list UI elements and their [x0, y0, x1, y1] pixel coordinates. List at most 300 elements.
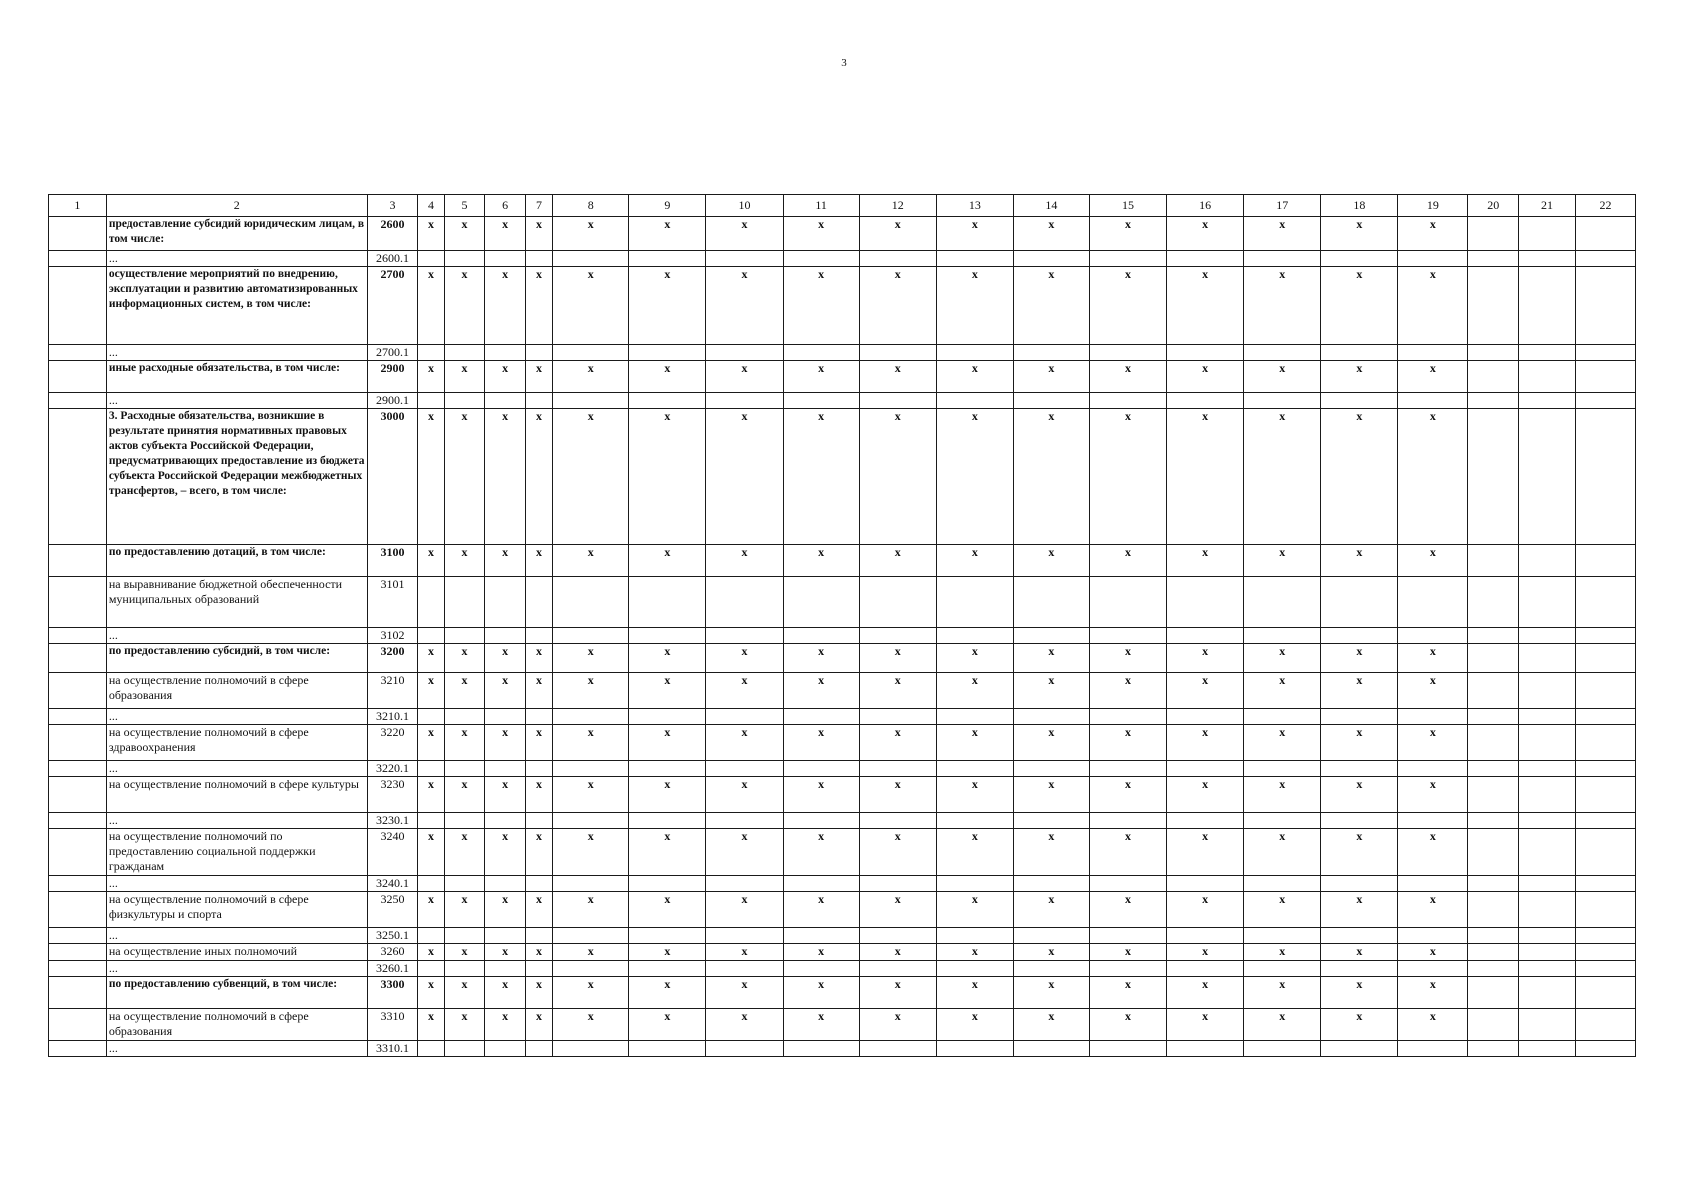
value-cell: x — [859, 267, 936, 345]
value-cell — [1575, 892, 1635, 928]
row-name-cell: ... — [106, 1041, 367, 1057]
value-cell — [1575, 545, 1635, 577]
value-cell — [629, 813, 706, 829]
column-number-header: 14 — [1013, 195, 1089, 217]
value-cell — [706, 345, 783, 361]
row-code-cell: 3310 — [367, 1009, 418, 1041]
value-cell: x — [1244, 545, 1321, 577]
value-cell: x — [525, 545, 552, 577]
value-cell — [553, 251, 629, 267]
table-row — [49, 628, 1636, 644]
table-row — [49, 961, 1636, 977]
value-cell: x — [1167, 644, 1244, 673]
value-cell: x — [1167, 267, 1244, 345]
value-cell — [1575, 409, 1635, 545]
value-cell — [859, 928, 936, 944]
value-cell — [1519, 928, 1576, 944]
row-name-cell: ... — [106, 709, 367, 725]
row-code-cell: 3210 — [367, 673, 418, 709]
value-cell — [706, 761, 783, 777]
value-cell — [1468, 251, 1519, 267]
row-code-cell: 3310.1 — [367, 1041, 418, 1057]
value-cell: x — [418, 892, 444, 928]
value-cell: x — [1398, 829, 1468, 876]
row-code-cell: 2900 — [367, 361, 418, 393]
value-cell: x — [1321, 725, 1398, 761]
value-cell — [1519, 345, 1576, 361]
column-number-header: 10 — [706, 195, 783, 217]
value-cell: x — [418, 944, 444, 961]
row-number-cell — [49, 628, 107, 644]
value-cell — [1321, 251, 1398, 267]
column-number-header: 11 — [783, 195, 859, 217]
value-cell — [1575, 761, 1635, 777]
row-number-cell — [49, 961, 107, 977]
row-name-cell: на осуществление полномочий в сфере культуры — [106, 777, 367, 813]
value-cell: x — [1321, 545, 1398, 577]
value-cell — [1468, 673, 1519, 709]
value-cell — [1519, 829, 1576, 876]
value-cell — [1013, 345, 1089, 361]
value-cell — [936, 577, 1013, 628]
row-name-cell: ... — [106, 928, 367, 944]
value-cell: x — [1321, 892, 1398, 928]
value-cell: x — [1244, 944, 1321, 961]
value-cell: x — [1013, 977, 1089, 1009]
value-cell: x — [1013, 673, 1089, 709]
row-code-cell: 3240 — [367, 829, 418, 876]
value-cell — [1575, 673, 1635, 709]
value-cell — [1575, 813, 1635, 829]
value-cell — [1244, 709, 1321, 725]
value-cell — [1575, 628, 1635, 644]
column-number-header: 4 — [418, 195, 444, 217]
value-cell: x — [418, 217, 444, 251]
value-cell: x — [1167, 545, 1244, 577]
value-cell — [418, 393, 444, 409]
value-cell: x — [859, 829, 936, 876]
value-cell: x — [859, 644, 936, 673]
value-cell: x — [783, 777, 859, 813]
value-cell: x — [936, 217, 1013, 251]
row-code-cell: 3240.1 — [367, 876, 418, 892]
row-code-cell: 2700.1 — [367, 345, 418, 361]
value-cell — [485, 928, 526, 944]
value-cell — [1575, 977, 1635, 1009]
table-body — [49, 217, 1636, 1057]
value-cell: x — [525, 725, 552, 761]
value-cell: x — [629, 892, 706, 928]
value-cell: x — [706, 267, 783, 345]
value-cell — [783, 761, 859, 777]
row-name-cell: на осуществление полномочий по предоставлению социальной поддержки гражданам — [106, 829, 367, 876]
value-cell — [706, 251, 783, 267]
value-cell — [1013, 813, 1089, 829]
value-cell — [1519, 577, 1576, 628]
value-cell: x — [859, 217, 936, 251]
table-row — [49, 673, 1636, 709]
value-cell — [1519, 1041, 1576, 1057]
value-cell — [859, 577, 936, 628]
value-cell — [1575, 709, 1635, 725]
value-cell — [1089, 876, 1166, 892]
value-cell — [1575, 345, 1635, 361]
value-cell: x — [485, 829, 526, 876]
value-cell: x — [1013, 725, 1089, 761]
value-cell: x — [1398, 1009, 1468, 1041]
value-cell — [859, 345, 936, 361]
row-code-cell: 3260 — [367, 944, 418, 961]
value-cell: x — [418, 644, 444, 673]
value-cell: x — [1398, 777, 1468, 813]
column-number-header: 19 — [1398, 195, 1468, 217]
value-cell: x — [1089, 361, 1166, 393]
value-cell: x — [444, 217, 485, 251]
value-cell: x — [553, 944, 629, 961]
value-cell: x — [1013, 409, 1089, 545]
value-cell — [1468, 577, 1519, 628]
value-cell — [859, 813, 936, 829]
value-cell: x — [706, 977, 783, 1009]
value-cell: x — [553, 644, 629, 673]
column-number-header: 9 — [629, 195, 706, 217]
value-cell — [1468, 628, 1519, 644]
value-cell — [629, 709, 706, 725]
value-cell: x — [629, 725, 706, 761]
value-cell: x — [1089, 892, 1166, 928]
value-cell: x — [706, 644, 783, 673]
row-number-cell — [49, 829, 107, 876]
value-cell: x — [859, 944, 936, 961]
value-cell — [553, 813, 629, 829]
value-cell: x — [1167, 725, 1244, 761]
value-cell — [1398, 345, 1468, 361]
value-cell: x — [1244, 892, 1321, 928]
value-cell — [936, 628, 1013, 644]
row-code-cell: 3220.1 — [367, 761, 418, 777]
value-cell: x — [859, 673, 936, 709]
value-cell — [1519, 892, 1576, 928]
value-cell — [418, 577, 444, 628]
value-cell — [1398, 1041, 1468, 1057]
value-cell — [1013, 628, 1089, 644]
value-cell: x — [553, 545, 629, 577]
row-code-cell: 3200 — [367, 644, 418, 673]
value-cell — [1519, 944, 1576, 961]
value-cell — [1519, 545, 1576, 577]
value-cell: x — [1244, 409, 1321, 545]
table-row — [49, 876, 1636, 892]
value-cell — [1468, 1009, 1519, 1041]
value-cell — [1398, 961, 1468, 977]
column-number-row — [49, 195, 1636, 217]
value-cell — [706, 813, 783, 829]
value-cell: x — [525, 267, 552, 345]
value-cell — [1468, 829, 1519, 876]
column-number-header: 20 — [1468, 195, 1519, 217]
value-cell — [1244, 628, 1321, 644]
value-cell: x — [1013, 361, 1089, 393]
value-cell: x — [783, 892, 859, 928]
value-cell — [444, 761, 485, 777]
value-cell: x — [1167, 217, 1244, 251]
value-cell — [553, 1041, 629, 1057]
value-cell: x — [1013, 217, 1089, 251]
row-number-cell — [49, 644, 107, 673]
value-cell — [1468, 928, 1519, 944]
value-cell: x — [936, 944, 1013, 961]
column-number-header: 16 — [1167, 195, 1244, 217]
value-cell: x — [444, 545, 485, 577]
value-cell — [1167, 813, 1244, 829]
value-cell — [706, 577, 783, 628]
value-cell: x — [1321, 977, 1398, 1009]
value-cell: x — [706, 892, 783, 928]
row-code-cell: 3210.1 — [367, 709, 418, 725]
value-cell — [1468, 725, 1519, 761]
value-cell: x — [1398, 409, 1468, 545]
column-number-header: 12 — [859, 195, 936, 217]
value-cell: x — [1013, 644, 1089, 673]
row-number-cell — [49, 1041, 107, 1057]
value-cell — [859, 251, 936, 267]
table-row — [49, 409, 1636, 545]
value-cell: x — [1398, 944, 1468, 961]
value-cell — [1089, 393, 1166, 409]
value-cell — [1468, 892, 1519, 928]
table-row — [49, 345, 1636, 361]
value-cell: x — [553, 892, 629, 928]
value-cell: x — [629, 644, 706, 673]
value-cell — [859, 1041, 936, 1057]
value-cell — [1519, 217, 1576, 251]
value-cell — [1398, 577, 1468, 628]
value-cell — [1519, 709, 1576, 725]
value-cell — [1244, 961, 1321, 977]
value-cell — [1398, 813, 1468, 829]
value-cell — [859, 876, 936, 892]
value-cell — [525, 761, 552, 777]
row-number-cell — [49, 761, 107, 777]
value-cell: x — [1244, 777, 1321, 813]
row-code-cell: 3230.1 — [367, 813, 418, 829]
row-code-cell: 2900.1 — [367, 393, 418, 409]
value-cell: x — [525, 673, 552, 709]
value-cell — [1321, 928, 1398, 944]
value-cell: x — [629, 409, 706, 545]
value-cell: x — [1167, 977, 1244, 1009]
value-cell — [1398, 628, 1468, 644]
value-cell — [1089, 961, 1166, 977]
row-code-cell: 3250 — [367, 892, 418, 928]
value-cell: x — [1167, 777, 1244, 813]
value-cell — [553, 961, 629, 977]
value-cell: x — [859, 409, 936, 545]
value-cell — [629, 876, 706, 892]
value-cell: x — [553, 409, 629, 545]
value-cell — [1519, 876, 1576, 892]
value-cell: x — [525, 644, 552, 673]
value-cell — [629, 251, 706, 267]
value-cell — [1167, 961, 1244, 977]
value-cell — [525, 709, 552, 725]
value-cell — [1398, 251, 1468, 267]
value-cell — [485, 813, 526, 829]
value-cell: x — [485, 217, 526, 251]
value-cell — [706, 928, 783, 944]
value-cell — [629, 628, 706, 644]
value-cell: x — [553, 777, 629, 813]
value-cell — [1321, 345, 1398, 361]
value-cell: x — [444, 725, 485, 761]
value-cell: x — [418, 1009, 444, 1041]
value-cell — [1013, 1041, 1089, 1057]
value-cell — [1167, 577, 1244, 628]
table-row — [49, 928, 1636, 944]
value-cell: x — [1321, 217, 1398, 251]
row-number-cell — [49, 345, 107, 361]
row-number-cell — [49, 709, 107, 725]
value-cell — [418, 761, 444, 777]
value-cell — [1468, 777, 1519, 813]
value-cell: x — [1089, 725, 1166, 761]
value-cell — [1089, 709, 1166, 725]
value-cell: x — [485, 977, 526, 1009]
table-row — [49, 761, 1636, 777]
value-cell: x — [1244, 1009, 1321, 1041]
page-number: 3 — [841, 57, 847, 69]
value-cell: x — [525, 777, 552, 813]
row-name-cell: на осуществление полномочий в сфере здравоохранения — [106, 725, 367, 761]
value-cell — [1575, 1041, 1635, 1057]
value-cell — [485, 761, 526, 777]
value-cell — [1575, 725, 1635, 761]
row-number-cell — [49, 725, 107, 761]
value-cell: x — [783, 977, 859, 1009]
value-cell — [1468, 345, 1519, 361]
value-cell — [525, 961, 552, 977]
value-cell: x — [1398, 361, 1468, 393]
value-cell: x — [444, 777, 485, 813]
table-row — [49, 1009, 1636, 1041]
value-cell — [1575, 876, 1635, 892]
value-cell — [1321, 628, 1398, 644]
row-number-cell — [49, 928, 107, 944]
value-cell — [444, 393, 485, 409]
row-number-cell — [49, 361, 107, 393]
row-number-cell — [49, 876, 107, 892]
row-number-cell — [49, 944, 107, 961]
row-number-cell — [49, 892, 107, 928]
value-cell: x — [444, 267, 485, 345]
table-row — [49, 1041, 1636, 1057]
value-cell — [1519, 267, 1576, 345]
value-cell — [1575, 928, 1635, 944]
value-cell: x — [1089, 644, 1166, 673]
row-code-cell: 3230 — [367, 777, 418, 813]
value-cell — [485, 961, 526, 977]
value-cell: x — [1244, 829, 1321, 876]
value-cell — [1575, 961, 1635, 977]
value-cell — [1244, 251, 1321, 267]
value-cell — [936, 345, 1013, 361]
value-cell: x — [418, 777, 444, 813]
value-cell — [1519, 628, 1576, 644]
value-cell: x — [783, 361, 859, 393]
value-cell: x — [1089, 545, 1166, 577]
column-number-header: 18 — [1321, 195, 1398, 217]
value-cell — [629, 345, 706, 361]
value-cell: x — [444, 673, 485, 709]
value-cell: x — [936, 829, 1013, 876]
value-cell: x — [1321, 361, 1398, 393]
value-cell: x — [1398, 217, 1468, 251]
value-cell — [485, 393, 526, 409]
row-code-cell: 2700 — [367, 267, 418, 345]
value-cell — [1321, 813, 1398, 829]
value-cell: x — [1167, 409, 1244, 545]
value-cell — [444, 876, 485, 892]
value-cell: x — [859, 545, 936, 577]
value-cell — [1244, 813, 1321, 829]
value-cell: x — [783, 644, 859, 673]
value-cell — [1519, 673, 1576, 709]
value-cell — [783, 1041, 859, 1057]
value-cell — [1167, 928, 1244, 944]
row-number-cell — [49, 217, 107, 251]
value-cell — [1167, 393, 1244, 409]
value-cell — [783, 928, 859, 944]
value-cell: x — [485, 1009, 526, 1041]
value-cell — [485, 709, 526, 725]
value-cell: x — [485, 944, 526, 961]
value-cell: x — [525, 944, 552, 961]
value-cell — [783, 709, 859, 725]
value-cell: x — [936, 977, 1013, 1009]
value-cell: x — [1244, 361, 1321, 393]
row-number-cell — [49, 267, 107, 345]
row-name-cell: иные расходные обязательства, в том числе: — [106, 361, 367, 393]
column-number-header: 5 — [444, 195, 485, 217]
value-cell — [525, 577, 552, 628]
value-cell: x — [444, 361, 485, 393]
value-cell: x — [1167, 1009, 1244, 1041]
value-cell — [1321, 961, 1398, 977]
value-cell: x — [706, 777, 783, 813]
value-cell: x — [936, 267, 1013, 345]
value-cell: x — [485, 673, 526, 709]
value-cell — [1013, 761, 1089, 777]
value-cell — [1468, 393, 1519, 409]
row-code-cell: 3101 — [367, 577, 418, 628]
row-code-cell: 2600.1 — [367, 251, 418, 267]
value-cell — [783, 813, 859, 829]
value-cell — [1519, 777, 1576, 813]
value-cell — [1468, 813, 1519, 829]
value-cell — [1575, 251, 1635, 267]
column-number-header: 8 — [553, 195, 629, 217]
value-cell — [485, 628, 526, 644]
row-name-cell: осуществление мероприятий по внедрению, эксплуатации и развитию автоматизированных информационных систем, в том числе: — [106, 267, 367, 345]
value-cell — [1468, 1041, 1519, 1057]
row-number-cell — [49, 673, 107, 709]
value-cell — [1519, 409, 1576, 545]
value-cell — [1398, 709, 1468, 725]
row-code-cell: 3260.1 — [367, 961, 418, 977]
row-name-cell: ... — [106, 628, 367, 644]
value-cell — [1167, 709, 1244, 725]
value-cell — [859, 761, 936, 777]
